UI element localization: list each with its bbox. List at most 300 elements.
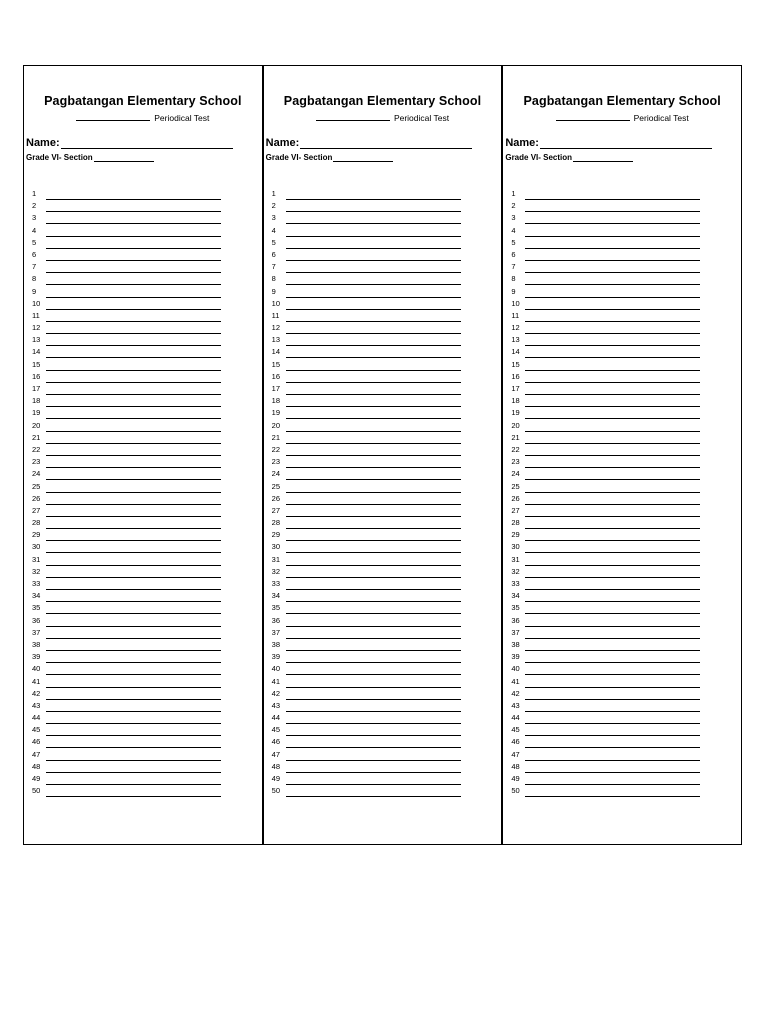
answer-line[interactable] (46, 199, 221, 200)
item-number: 20 (32, 420, 41, 430)
answer-line[interactable] (286, 565, 461, 566)
answer-item (511, 652, 721, 664)
answer-line[interactable] (46, 394, 221, 395)
answer-item (32, 579, 242, 591)
answer-line[interactable] (525, 796, 700, 797)
answer-item (511, 786, 721, 798)
answer-line[interactable] (46, 735, 221, 736)
item-number: 41 (271, 676, 281, 686)
item-number: 34 (271, 591, 281, 601)
answer-line[interactable] (525, 455, 700, 456)
answer-item (272, 347, 482, 359)
name-field[interactable] (300, 138, 472, 149)
answer-line[interactable] (525, 613, 700, 614)
item-number: 2 (32, 201, 37, 211)
answer-item (511, 518, 721, 530)
name-field[interactable] (540, 138, 712, 149)
answer-line[interactable] (286, 309, 461, 310)
answer-item (272, 482, 482, 494)
answer-line[interactable] (525, 552, 700, 553)
exam-title (264, 112, 502, 123)
item-number: 1 (32, 189, 37, 198)
item-number: 34 (511, 591, 520, 601)
item-number: 7 (32, 262, 37, 272)
answer-item (272, 469, 482, 481)
answer-line[interactable] (525, 418, 700, 419)
answer-item (511, 323, 721, 335)
item-number: 13 (271, 335, 281, 345)
answer-line[interactable] (46, 455, 221, 456)
answer-line[interactable] (525, 406, 700, 407)
item-number: 1 (271, 189, 276, 198)
answer-line[interactable] (286, 345, 461, 346)
answer-line[interactable] (286, 223, 461, 224)
answer-line[interactable] (525, 382, 700, 383)
answer-line[interactable] (525, 236, 700, 237)
item-number: 16 (271, 371, 281, 381)
item-number: 42 (32, 688, 41, 698)
answer-line[interactable] (525, 309, 700, 310)
item-number: 13 (511, 335, 520, 345)
item-number: 15 (511, 359, 520, 369)
item-number: 47 (511, 749, 520, 759)
answer-line[interactable] (525, 394, 700, 395)
item-number: 6 (511, 249, 516, 259)
answer-line[interactable] (46, 272, 221, 273)
answer-line[interactable] (525, 516, 700, 517)
answer-line[interactable] (286, 248, 461, 249)
answer-item (511, 555, 721, 567)
answer-line[interactable] (286, 284, 461, 285)
answer-item (511, 603, 721, 615)
item-number: 22 (271, 444, 281, 454)
item-number: 35 (511, 603, 520, 613)
answer-line[interactable] (46, 577, 221, 578)
answer-line[interactable] (46, 284, 221, 285)
answer-line[interactable] (46, 552, 221, 553)
item-number: 42 (511, 688, 520, 698)
item-number: 49 (271, 774, 281, 783)
item-number: 19 (511, 408, 520, 418)
answer-item (32, 628, 242, 640)
answer-line[interactable] (286, 516, 461, 517)
answer-line[interactable] (46, 321, 221, 322)
answer-line[interactable] (286, 406, 461, 407)
answer-item (32, 323, 242, 335)
answer-line[interactable] (46, 504, 221, 505)
answer-line[interactable] (286, 370, 461, 371)
answer-item (511, 774, 721, 786)
answer-item (272, 542, 482, 554)
item-number: 24 (511, 469, 520, 479)
answer-line[interactable] (525, 431, 700, 432)
answer-line[interactable] (46, 589, 221, 590)
section-field[interactable] (573, 153, 633, 162)
item-number: 25 (511, 481, 520, 491)
answer-item (272, 567, 482, 579)
answer-line[interactable] (46, 662, 221, 663)
answer-line[interactable] (46, 796, 221, 797)
name-row (26, 137, 233, 149)
answer-line[interactable] (286, 431, 461, 432)
name-label: Name: (26, 137, 60, 149)
answer-item (32, 677, 242, 689)
answer-line[interactable] (286, 528, 461, 529)
answer-line[interactable] (525, 784, 700, 785)
answer-item (272, 360, 482, 372)
item-number: 19 (32, 408, 41, 418)
item-number: 17 (32, 384, 41, 393)
answer-item (272, 518, 482, 530)
name-row (266, 137, 473, 149)
answer-item (272, 213, 482, 225)
answer-line[interactable] (525, 199, 700, 200)
item-number: 43 (511, 700, 520, 710)
answer-line[interactable] (286, 333, 461, 334)
answer-item (32, 713, 242, 725)
item-number: 47 (271, 749, 281, 759)
answer-line[interactable] (286, 272, 461, 273)
answer-line[interactable] (46, 333, 221, 334)
answer-line[interactable] (286, 479, 461, 480)
item-number: 7 (271, 262, 276, 272)
answer-line[interactable] (46, 467, 221, 468)
answer-line[interactable] (286, 443, 461, 444)
answer-item (511, 628, 721, 640)
answer-item (511, 311, 721, 323)
answer-line[interactable] (525, 297, 700, 298)
school-name: Pagbatangan Elementary School (283, 94, 482, 108)
school-name: Pagbatangan Elementary School (523, 94, 721, 108)
answer-line[interactable] (46, 516, 221, 517)
answer-line[interactable] (525, 479, 700, 480)
answer-line[interactable] (46, 772, 221, 773)
answer-line[interactable] (286, 662, 461, 663)
item-number: 27 (32, 505, 41, 515)
answer-line[interactable] (525, 260, 700, 261)
answer-line[interactable] (46, 601, 221, 602)
answer-line[interactable] (286, 784, 461, 785)
answer-item (272, 238, 482, 250)
item-number: 31 (32, 554, 41, 564)
answer-line[interactable] (46, 699, 221, 700)
answer-line[interactable] (286, 357, 461, 358)
answer-item (272, 299, 482, 311)
answer-line[interactable] (525, 601, 700, 602)
answer-line[interactable] (46, 357, 221, 358)
answer-line[interactable] (46, 687, 221, 688)
answer-line[interactable] (286, 577, 461, 578)
answer-line[interactable] (286, 236, 461, 237)
answer-sheet (23, 65, 742, 845)
answer-line[interactable] (286, 589, 461, 590)
exam-blank[interactable] (556, 112, 630, 121)
item-number: 15 (271, 359, 281, 369)
answer-line[interactable] (46, 236, 221, 237)
answer-line[interactable] (525, 589, 700, 590)
answer-line[interactable] (525, 772, 700, 773)
answer-line[interactable] (286, 540, 461, 541)
answer-line[interactable] (525, 638, 700, 639)
name-field[interactable] (61, 138, 233, 149)
answer-line[interactable] (525, 687, 700, 688)
item-number: 17 (511, 384, 520, 393)
answer-item (272, 494, 482, 506)
answer-item (32, 457, 242, 469)
answer-item (272, 762, 482, 774)
answer-line[interactable] (525, 272, 700, 273)
answer-item (511, 530, 721, 542)
answer-line[interactable] (46, 443, 221, 444)
answer-line[interactable] (286, 394, 461, 395)
answer-line[interactable] (525, 357, 700, 358)
answer-line[interactable] (46, 723, 221, 724)
answer-line[interactable] (46, 674, 221, 675)
answer-line[interactable] (46, 248, 221, 249)
item-number: 11 (511, 310, 520, 320)
item-number: 4 (271, 225, 276, 235)
answer-line[interactable] (525, 760, 700, 761)
answer-line[interactable] (286, 601, 461, 602)
answer-line[interactable] (286, 199, 461, 200)
answer-item (32, 469, 242, 481)
answer-line[interactable] (525, 747, 700, 748)
answer-line[interactable] (525, 321, 700, 322)
answer-line[interactable] (46, 638, 221, 639)
answer-line[interactable] (286, 638, 461, 639)
answer-line[interactable] (46, 406, 221, 407)
item-number: 24 (271, 469, 281, 479)
answer-line[interactable] (525, 674, 700, 675)
answer-line[interactable] (525, 370, 700, 371)
answer-item (32, 542, 242, 554)
exam-label: Periodical Test (154, 113, 210, 123)
answer-line[interactable] (525, 211, 700, 212)
item-number: 2 (271, 201, 276, 211)
answer-line[interactable] (46, 747, 221, 748)
item-number: 45 (32, 725, 41, 735)
item-number: 41 (32, 676, 41, 686)
answer-line[interactable] (286, 711, 461, 712)
answer-line[interactable] (525, 662, 700, 663)
answer-line[interactable] (286, 211, 461, 212)
answer-line[interactable] (46, 223, 221, 224)
answer-line[interactable] (46, 382, 221, 383)
item-number: 10 (32, 298, 41, 308)
answer-line[interactable] (286, 552, 461, 553)
answer-item (511, 616, 721, 628)
answer-item (32, 213, 242, 225)
item-number: 46 (271, 737, 281, 747)
item-number: 12 (511, 323, 520, 333)
answer-line[interactable] (286, 735, 461, 736)
item-number: 23 (32, 457, 41, 467)
item-number: 40 (511, 664, 520, 674)
answer-line[interactable] (525, 699, 700, 700)
item-number: 4 (511, 225, 516, 235)
answer-line[interactable] (525, 467, 700, 468)
answer-line[interactable] (286, 613, 461, 614)
item-number: 40 (271, 664, 281, 674)
answer-line[interactable] (46, 760, 221, 761)
answer-line[interactable] (286, 382, 461, 383)
item-number: 14 (511, 347, 520, 357)
answer-line[interactable] (286, 723, 461, 724)
answer-line[interactable] (286, 699, 461, 700)
exam-blank[interactable] (316, 112, 390, 121)
answer-line[interactable] (286, 418, 461, 419)
answer-item (32, 189, 242, 201)
item-number: 34 (32, 591, 41, 601)
answer-item (272, 189, 482, 201)
answer-item (511, 213, 721, 225)
item-number: 19 (271, 408, 281, 418)
answer-item (511, 567, 721, 579)
answer-line[interactable] (46, 260, 221, 261)
answer-line[interactable] (525, 492, 700, 493)
item-number: 50 (511, 786, 520, 796)
answer-item (272, 750, 482, 762)
answer-line[interactable] (525, 443, 700, 444)
answer-line[interactable] (525, 248, 700, 249)
answer-line[interactable] (46, 613, 221, 614)
item-number: 16 (32, 371, 41, 381)
item-number: 8 (511, 274, 516, 284)
answer-line[interactable] (525, 577, 700, 578)
answer-line[interactable] (286, 772, 461, 773)
exam-blank[interactable] (76, 112, 150, 121)
item-number: 30 (32, 542, 41, 552)
answer-line[interactable] (46, 492, 221, 493)
item-list (511, 189, 721, 798)
item-number: 46 (511, 737, 520, 747)
answer-line[interactable] (525, 528, 700, 529)
answer-item (32, 786, 242, 798)
item-number: 47 (32, 749, 41, 759)
answer-line[interactable] (286, 760, 461, 761)
answer-line[interactable] (286, 297, 461, 298)
grade-row (505, 153, 633, 162)
item-number: 29 (32, 530, 41, 540)
item-number: 33 (511, 579, 520, 588)
grade-row (266, 153, 394, 162)
item-number: 36 (271, 615, 281, 625)
answer-line[interactable] (46, 784, 221, 785)
answer-line[interactable] (46, 650, 221, 651)
item-number: 31 (511, 554, 520, 564)
item-number: 15 (32, 359, 41, 369)
item-number: 9 (511, 286, 516, 296)
answer-line[interactable] (286, 747, 461, 748)
answer-line[interactable] (525, 650, 700, 651)
answer-item (511, 506, 721, 518)
answer-line[interactable] (46, 345, 221, 346)
item-number: 35 (32, 603, 41, 613)
answer-line[interactable] (46, 479, 221, 480)
answer-line[interactable] (525, 626, 700, 627)
answer-line[interactable] (46, 431, 221, 432)
section-field[interactable] (333, 153, 393, 162)
answer-item (272, 372, 482, 384)
answer-item (32, 262, 242, 274)
answer-item (272, 530, 482, 542)
answer-item (32, 701, 242, 713)
answer-item (511, 677, 721, 689)
answer-line[interactable] (525, 711, 700, 712)
answer-item (32, 201, 242, 213)
answer-line[interactable] (46, 540, 221, 541)
answer-item (32, 396, 242, 408)
answer-line[interactable] (46, 528, 221, 529)
answer-item (511, 433, 721, 445)
item-number: 39 (271, 652, 281, 662)
item-number: 8 (271, 274, 276, 284)
item-number: 38 (271, 639, 281, 649)
answer-line[interactable] (286, 650, 461, 651)
answer-item (32, 335, 242, 347)
answer-line[interactable] (46, 297, 221, 298)
answer-line[interactable] (525, 565, 700, 566)
answer-line[interactable] (286, 796, 461, 797)
answer-line[interactable] (286, 674, 461, 675)
answer-line[interactable] (525, 504, 700, 505)
answer-line[interactable] (286, 455, 461, 456)
answer-line[interactable] (286, 687, 461, 688)
answer-line[interactable] (525, 540, 700, 541)
answer-line[interactable] (46, 418, 221, 419)
answer-line[interactable] (286, 504, 461, 505)
item-number: 10 (271, 298, 281, 308)
answer-line[interactable] (46, 711, 221, 712)
item-number: 21 (32, 432, 41, 442)
answer-line[interactable] (286, 492, 461, 493)
answer-line[interactable] (525, 223, 700, 224)
item-number: 5 (511, 237, 516, 247)
answer-item (511, 360, 721, 372)
answer-line[interactable] (286, 260, 461, 261)
item-number: 17 (271, 384, 281, 393)
answer-line[interactable] (525, 333, 700, 334)
answer-line[interactable] (46, 565, 221, 566)
answer-line[interactable] (46, 309, 221, 310)
item-number: 16 (511, 371, 520, 381)
answer-line[interactable] (525, 723, 700, 724)
section-field[interactable] (94, 153, 154, 162)
answer-item (272, 201, 482, 213)
answer-line[interactable] (46, 211, 221, 212)
name-label: Name: (505, 137, 539, 149)
item-number: 37 (511, 627, 520, 637)
answer-item (511, 591, 721, 603)
answer-item (511, 640, 721, 652)
grade-label: Grade VI- Section (26, 153, 93, 162)
answer-item (511, 445, 721, 457)
answer-item (511, 299, 721, 311)
answer-line[interactable] (525, 735, 700, 736)
item-number: 22 (511, 444, 520, 454)
answer-item (511, 274, 721, 286)
answer-line[interactable] (46, 626, 221, 627)
answer-line[interactable] (525, 284, 700, 285)
item-number: 45 (511, 725, 520, 735)
answer-line[interactable] (286, 626, 461, 627)
answer-item (272, 408, 482, 420)
answer-item (511, 189, 721, 201)
answer-line[interactable] (46, 370, 221, 371)
answer-line[interactable] (525, 345, 700, 346)
answer-line[interactable] (286, 467, 461, 468)
answer-line[interactable] (286, 321, 461, 322)
